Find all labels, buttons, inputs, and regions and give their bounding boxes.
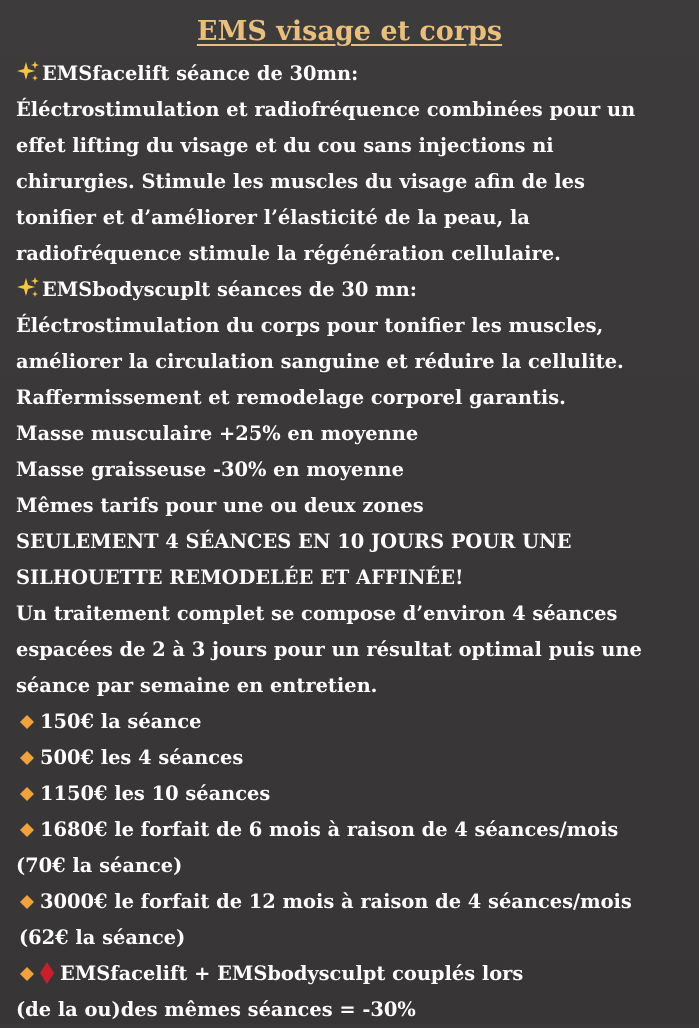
orange-diamond-icon (20, 823, 34, 837)
bodysculpt-heading (16, 272, 692, 308)
price-item (16, 884, 692, 920)
sparkles-icon (16, 276, 40, 300)
bodysculpt-line: espacées de 2 à 3 jours pour un résultat optimal puis une (16, 638, 642, 661)
bodysculpt-line: Raffermissement et remodelage corporel garantis. (16, 386, 566, 409)
content (16, 56, 692, 1028)
bodysculpt-heading-text: EMSbodyscuplt séances de 30 mn: (42, 278, 417, 301)
price-text: 1680€ le forfait de 6 mois à raison de 4 séances/mois (40, 818, 619, 841)
red-diamond-icon (40, 962, 54, 984)
combo-item (16, 956, 692, 992)
bodysculpt-line: séance par semaine en entretien. (16, 674, 378, 697)
orange-diamond-icon (20, 895, 34, 909)
bodysculpt-line: Mêmes tarifs pour une ou deux zones (16, 494, 424, 517)
price-text: 3000€ le forfait de 12 mois à raison de 4 séances/mois (40, 890, 632, 913)
facelift-line: Éléctrostimulation et radiofréquence combinées pour un (16, 98, 636, 121)
orange-diamond-icon (20, 787, 34, 801)
price-item (16, 704, 692, 740)
price-item (16, 812, 692, 848)
sparkles-icon (16, 60, 40, 84)
facelift-line: effet lifting du visage et du cou sans injections ni (16, 134, 554, 157)
orange-diamond-icon (20, 751, 34, 765)
bodysculpt-line: SEULEMENT 4 SÉANCES EN 10 JOURS POUR UNE (16, 530, 572, 553)
bodysculpt-line: Masse graisseuse -30% en moyenne (16, 458, 404, 481)
combo-text: EMSfacelift + EMSbodysculpt couplés lors (60, 962, 524, 985)
price-text: 1150€ les 10 séances (40, 782, 271, 805)
price-item (16, 776, 692, 812)
bodysculpt-line: améliorer la circulation sanguine et réduire la cellulite. (16, 350, 624, 373)
combo-continuation: (de la ou)des mêmes séances = -30% (16, 998, 416, 1021)
facelift-heading-text: EMSfacelift séance de 30mn: (42, 62, 359, 85)
price-text: 150€ la séance (40, 710, 202, 733)
page-title: EMS visage et corps (196, 16, 503, 47)
bodysculpt-line: Éléctrostimulation du corps pour tonifier les muscles, (16, 314, 604, 337)
bodysculpt-line: Un traitement complet se compose d’environ 4 séances (16, 602, 618, 625)
facelift-line: chirurgies. Stimule les muscles du visage afin de les (16, 170, 585, 193)
price-text: 500€ les 4 séances (40, 746, 244, 769)
facelift-line: tonifier et d’améliorer l’élasticité de la peau, la (16, 206, 530, 229)
price-item (16, 740, 692, 776)
facelift-heading (16, 56, 692, 92)
bodysculpt-line: SILHOUETTE REMODELÉE ET AFFINÉE! (16, 566, 464, 589)
price-continuation: (62€ la séance) (19, 926, 186, 949)
orange-diamond-icon (20, 715, 34, 729)
facelift-line: radiofréquence stimule la régénération cellulaire. (16, 242, 561, 265)
price-continuation: (70€ la séance) (16, 854, 183, 877)
orange-diamond-icon (20, 967, 34, 981)
bodysculpt-line: Masse musculaire +25% en moyenne (16, 422, 419, 445)
